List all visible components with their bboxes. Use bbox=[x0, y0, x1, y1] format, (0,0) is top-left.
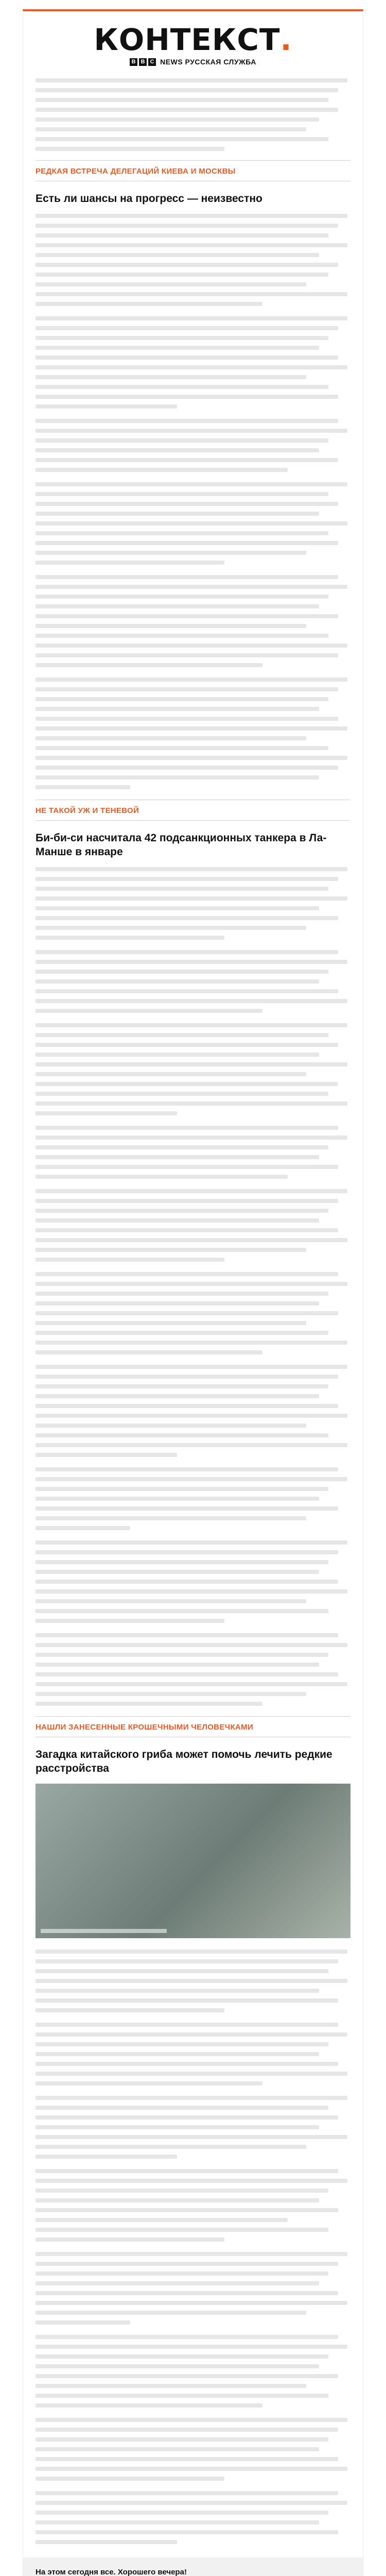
footer-box bbox=[23, 2557, 363, 2576]
service-label: NEWS РУССКАЯ СЛУЖБА bbox=[160, 58, 256, 66]
masthead bbox=[36, 11, 350, 66]
article-2-para bbox=[36, 1023, 350, 1115]
headline-2[interactable]: Би-би-си насчитала 42 подсанкционных танкера в Ла-Манше в январе bbox=[36, 832, 327, 858]
article-2 bbox=[36, 831, 350, 1706]
headline-1[interactable]: Есть ли шансы на прогресс — неизвестно bbox=[36, 193, 262, 205]
article-2-para bbox=[36, 1540, 350, 1623]
article-3-para bbox=[36, 2418, 350, 2481]
article-1-para bbox=[36, 214, 350, 306]
kicker-1: РЕДКАЯ ВСТРЕЧА ДЕЛЕГАЦИЙ КИЕВА И МОСКВЫ bbox=[36, 160, 350, 181]
article-1-para bbox=[36, 316, 350, 409]
kontekst-logo[interactable] bbox=[36, 22, 350, 57]
article-2-para bbox=[36, 1365, 350, 1457]
logo-dot: . bbox=[280, 22, 292, 57]
newsletter bbox=[23, 9, 363, 2576]
bbc-blocks-logo bbox=[130, 58, 156, 66]
bbc-block-b2: B bbox=[139, 58, 147, 66]
article-3-para bbox=[36, 2169, 350, 2242]
bbc-news-russian-brand[interactable] bbox=[36, 58, 350, 66]
article-3-para bbox=[36, 1950, 350, 2012]
article-3 bbox=[36, 1748, 350, 2544]
article-3-para bbox=[36, 2096, 350, 2159]
article-2-para bbox=[36, 950, 350, 1013]
bbc-block-b1: B bbox=[130, 58, 137, 66]
footer-title: На этом сегодня все. Хорошего вечера! bbox=[36, 2568, 187, 2576]
intro-paragraph bbox=[36, 78, 350, 151]
article-1 bbox=[36, 192, 350, 789]
article-3-para bbox=[36, 2491, 350, 2544]
photo-credit bbox=[41, 1929, 167, 1933]
article-3-para bbox=[36, 2023, 350, 2086]
kicker-2: НЕ ТАКОЙ УЖ И ТЕНЕВОЙ bbox=[36, 800, 350, 821]
mushroom-photo[interactable] bbox=[36, 1784, 350, 1938]
article-2-para bbox=[36, 1126, 350, 1179]
article-3-para bbox=[36, 2252, 350, 2325]
article-1-para bbox=[36, 419, 350, 472]
article-3-para bbox=[36, 2335, 350, 2408]
article-2-para bbox=[36, 1189, 350, 1262]
kicker-3: НАШЛИ ЗАНЕСЕННЫЕ КРОШЕЧНЫМИ ЧЕЛОВЕЧКАМИ bbox=[36, 1716, 350, 1737]
article-2-para bbox=[36, 867, 350, 940]
article-1-para bbox=[36, 575, 350, 667]
article-1-para bbox=[36, 482, 350, 565]
article-2-para bbox=[36, 1633, 350, 1706]
logo-text: КОНТЕКСТ bbox=[94, 22, 280, 57]
article-1-para bbox=[36, 677, 350, 789]
article-2-para bbox=[36, 1467, 350, 1530]
headline-3[interactable]: Загадка китайского гриба может помочь лечить редкие расстройства bbox=[36, 1749, 332, 1774]
bbc-block-c: C bbox=[148, 58, 156, 66]
article-2-para bbox=[36, 1272, 350, 1354]
